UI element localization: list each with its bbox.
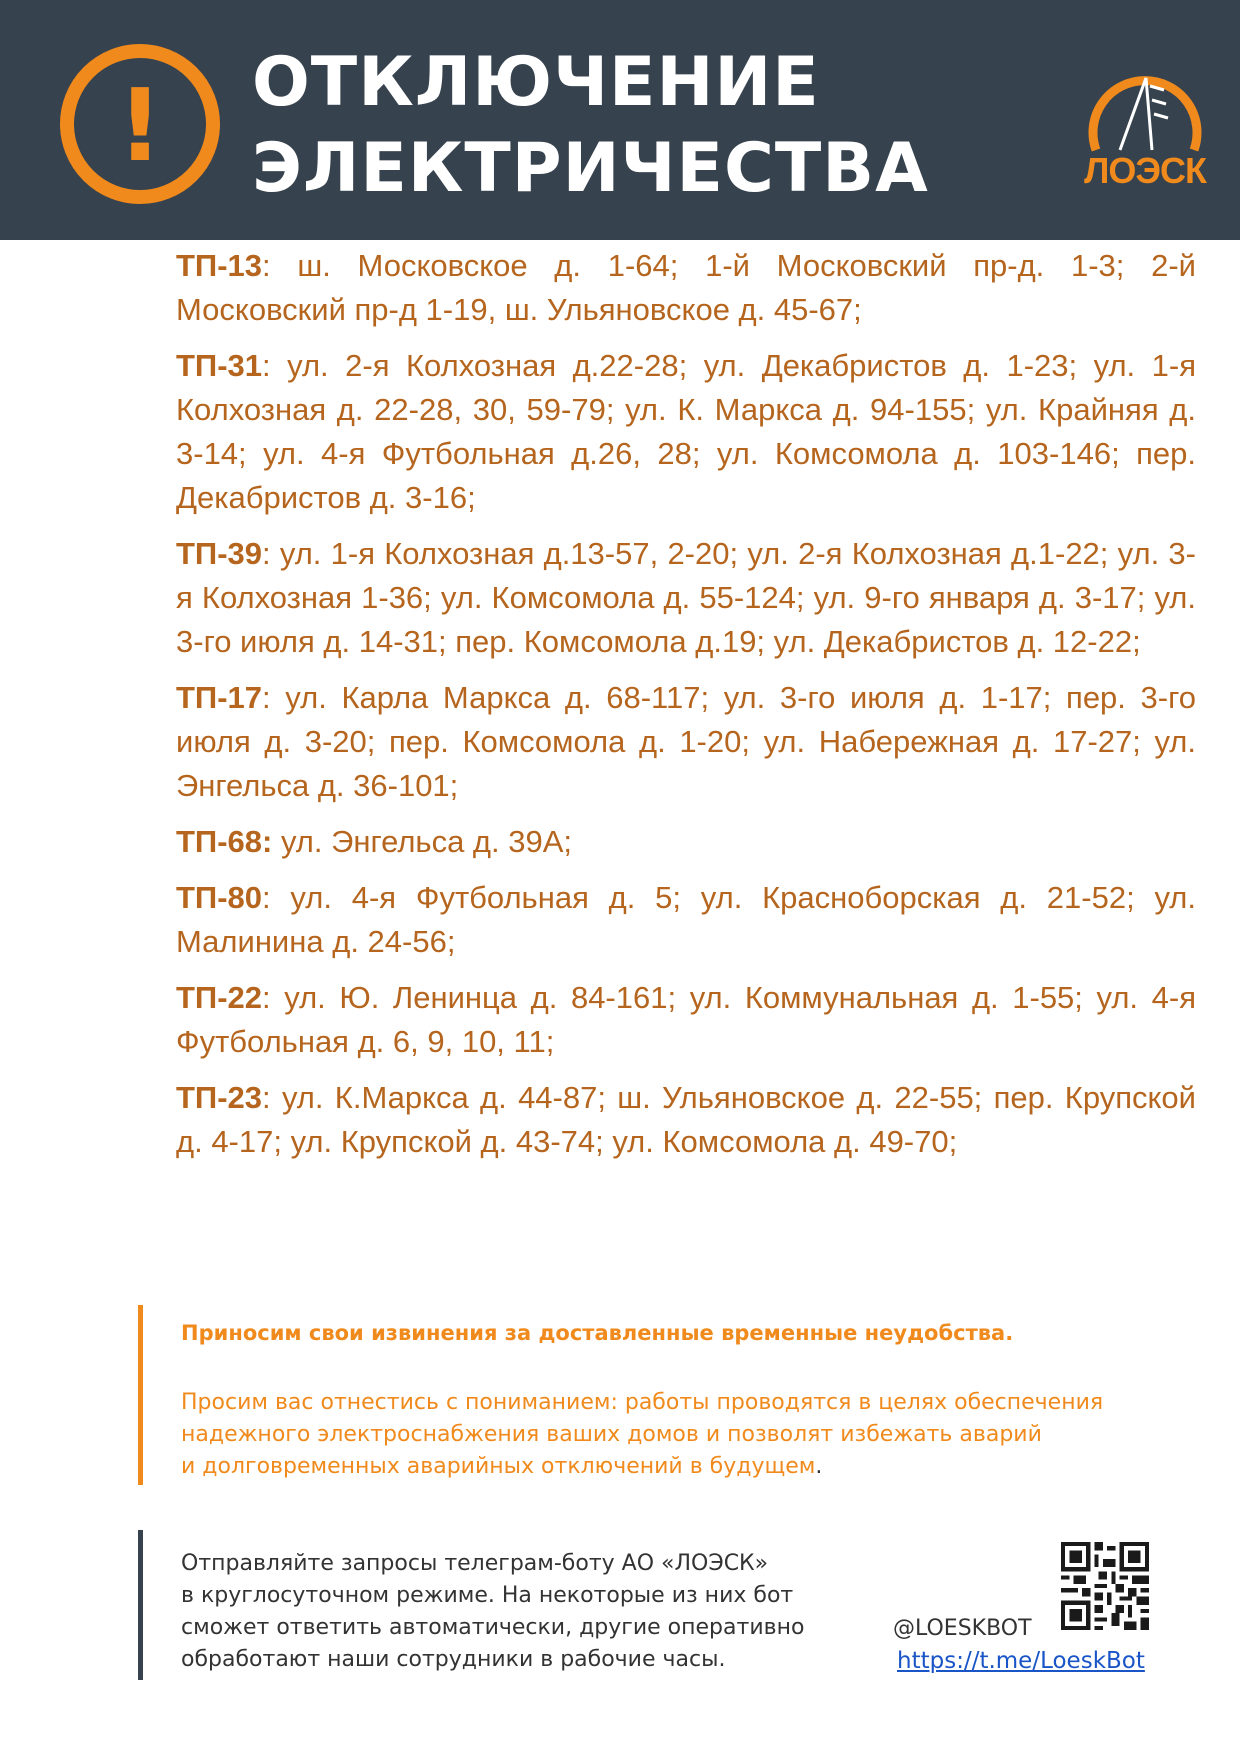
tp-addresses: : ш. Московское д. 1-64; 1-й Московский пр-д. 1-3; 2-й Московский пр-д 1-19, ш. Ульяновское д. 45-67;: [176, 248, 1196, 327]
tp-code: ТП-31: [176, 348, 263, 383]
telegram-bot-info: [138, 1530, 1203, 1680]
tp-code: ТП-80: [176, 880, 263, 915]
bot-line-3: сможет ответить автоматически, другие оперативно: [181, 1615, 805, 1640]
apology-line-3: [181, 1451, 1103, 1483]
tp-addresses: : ул. К.Маркса д. 44-87; ш. Ульяновское д. 22-55; пер. Крупской д. 4-17; ул. Крупской д. 43-74; ул. Комсомола д. 49-70;: [176, 1080, 1196, 1159]
apology-line-1: Просим вас отнестись с пониманием: работы проводятся в целях обеспечения: [181, 1390, 1104, 1415]
tp-entry: [176, 976, 1196, 1064]
tp-code: ТП-23: [176, 1080, 263, 1115]
bot-link[interactable]: https://t.me/LoeskBot: [897, 1648, 1145, 1674]
tp-addresses: : ул. Ю. Ленинца д. 84-161; ул. Коммунальная д. 1-55; ул. 4-я Футбольная д. 6, 9, 10, 11;: [176, 980, 1196, 1059]
logo-text: ЛОЭСК: [1084, 150, 1206, 191]
tp-entry: [176, 820, 1196, 864]
bot-line-2: в круглосуточном режиме. На некоторые из них бот: [181, 1583, 794, 1608]
tp-addresses: : ул. 1-я Колхозная д.13-57, 2-20; ул. 2-я Колхозная д.1-22; ул. 3-я Колхозная 1-36; ул. Комсомола д. 55-124; ул. 9-го января д. 3-17; ул. 3-го июля д. 14-31; пер. Комсомола д.19; ул. Декабристов д. 12-22;: [176, 536, 1196, 659]
exclamation-mark: !: [117, 67, 163, 184]
apology-line-3-text: и долговременных аварийных отключений в будущем: [181, 1454, 816, 1479]
tp-addresses: : ул. 2-я Колхозная д.22-28; ул. Декабристов д. 1-23; ул. 1-я Колхозная д. 22-28, 30, 59-79; ул. К. Маркса д. 94-155; ул. Крайняя д. 3-14; ул. 4-я Футбольная д.26, 28; ул. Комсомола д. 103-146; пер. Декабристов д. 3-16;: [176, 348, 1196, 515]
qr-code-icon[interactable]: [1061, 1542, 1149, 1630]
tp-entry: [176, 876, 1196, 964]
bot-line-4: обработают наши сотрудники в рабочие часы.: [181, 1647, 726, 1672]
tp-code: ТП-68:: [176, 824, 273, 859]
tp-addresses: : ул. 4-я Футбольная д. 5; ул. Красноборская д. 21-52; ул. Малинина д. 24-56;: [176, 880, 1196, 959]
tp-code: ТП-13: [176, 248, 263, 283]
title-line-2: ЭЛЕКТРИЧЕСТВА: [252, 129, 929, 208]
tp-addresses: : ул. Карла Маркса д. 68-117; ул. 3-го июля д. 1-17; пер. 3-го июля д. 3-20; пер. Комсомола д. 1-20; ул. Набережная д. 17-27; ул. Энгельса д. 36-101;: [176, 680, 1196, 803]
bot-description: [181, 1548, 804, 1676]
tp-code: ТП-39: [176, 536, 263, 571]
bot-line-1: Отправляйте запросы телеграм-боту АО «ЛОЭСК»: [181, 1551, 769, 1576]
tp-entry: [176, 532, 1196, 664]
page-title: [252, 40, 929, 212]
tp-code: ТП-17: [176, 680, 263, 715]
apology-body: [181, 1387, 1103, 1483]
tp-code: ТП-22: [176, 980, 263, 1015]
header-banner: [0, 0, 1240, 240]
tp-entry: [176, 1076, 1196, 1164]
apology-line-3-end: .: [815, 1454, 823, 1479]
tp-addresses: ул. Энгельса д. 39А;: [272, 824, 573, 859]
apology-notice: [138, 1305, 1198, 1485]
apology-line-2: надежного электроснабжения ваших домов и позволят избежать аварий: [181, 1422, 1042, 1447]
exclamation-circle-icon: [60, 44, 220, 204]
tp-entry: [176, 676, 1196, 808]
loesk-logo: [1080, 50, 1210, 200]
loesk-logo-icon: [1080, 50, 1210, 160]
tp-entry: [176, 344, 1196, 520]
apology-heading: Приносим свои извинения за доставленные временные неудобства.: [181, 1321, 1014, 1345]
outage-list: [176, 244, 1196, 1176]
bot-handle: @LOESKBOT: [893, 1616, 1032, 1641]
tp-entry: [176, 244, 1196, 332]
title-line-1: ОТКЛЮЧЕНИЕ: [252, 43, 820, 122]
